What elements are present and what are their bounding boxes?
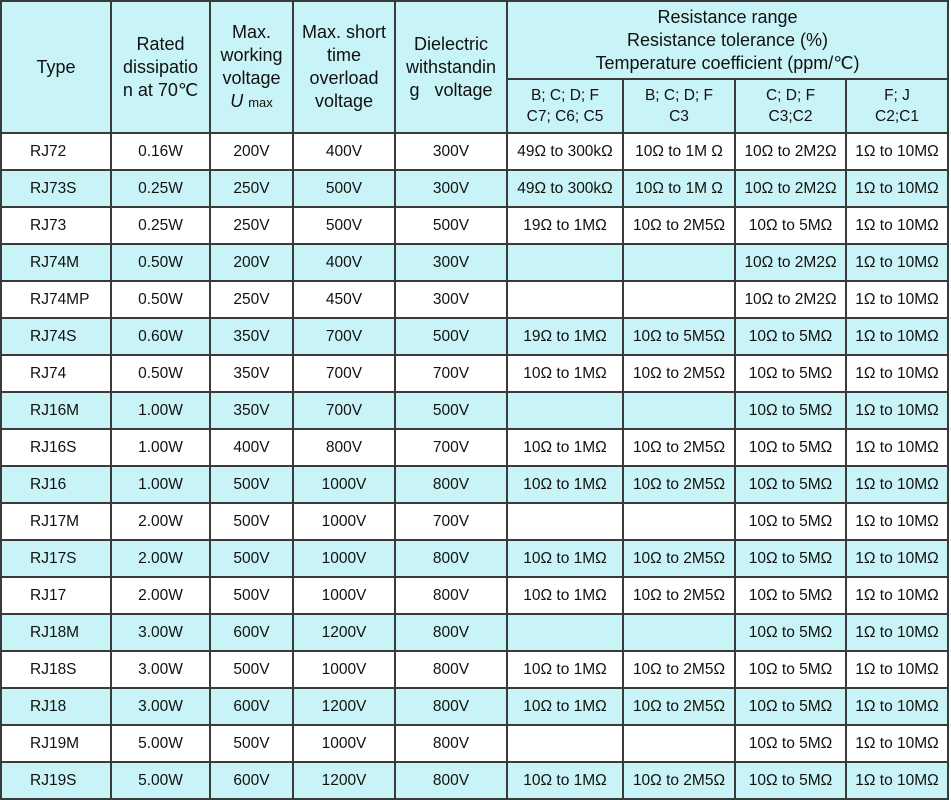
cell-max-overload-voltage: 1000V [294, 652, 396, 689]
cell-type: RJ74S [2, 319, 112, 356]
cell-range-col-4: 1Ω to 10MΩ [847, 430, 949, 467]
cell-dielectric-voltage: 800V [396, 615, 508, 652]
header-sub-col-4 [847, 80, 949, 134]
cell-max-working-voltage: 600V [211, 689, 294, 726]
cell-dielectric-voltage: 700V [396, 430, 508, 467]
cell-range-col-1: 10Ω to 1MΩ [508, 578, 624, 615]
cell-rated-dissipation: 3.00W [112, 689, 211, 726]
cell-range-col-3: 10Ω to 2M2Ω [736, 171, 847, 208]
cell-range-col-1: 10Ω to 1MΩ [508, 541, 624, 578]
cell-type: RJ18S [2, 652, 112, 689]
cell-rated-dissipation: 3.00W [112, 615, 211, 652]
header-type-label: Type [36, 56, 76, 77]
cell-dielectric-voltage: 800V [396, 689, 508, 726]
cell-range-col-3: 10Ω to 5MΩ [736, 319, 847, 356]
cell-type: RJ17S [2, 541, 112, 578]
cell-range-col-1: 10Ω to 1MΩ [508, 689, 624, 726]
cell-range-col-1: 19Ω to 1MΩ [508, 208, 624, 245]
cell-max-overload-voltage: 1200V [294, 689, 396, 726]
cell-range-col-4: 1Ω to 10MΩ [847, 652, 949, 689]
cell-max-working-voltage: 600V [211, 763, 294, 800]
cell-max-working-voltage: 200V [211, 245, 294, 282]
cell-max-working-voltage: 350V [211, 356, 294, 393]
table-row [2, 393, 949, 430]
header-umax [211, 90, 292, 114]
header-rated-line-2: dissipatio [122, 56, 199, 77]
cell-range-col-4: 1Ω to 10MΩ [847, 245, 949, 282]
cell-dielectric-voltage: 500V [396, 319, 508, 356]
cell-range-col-4: 1Ω to 10MΩ [847, 393, 949, 430]
table-row [2, 578, 949, 615]
cell-range-col-2: 10Ω to 1M Ω [624, 171, 736, 208]
cell-dielectric-voltage: 800V [396, 652, 508, 689]
cell-max-overload-voltage: 1000V [294, 726, 396, 763]
cell-range-col-3: 10Ω to 5MΩ [736, 430, 847, 467]
cell-max-overload-voltage: 1000V [294, 541, 396, 578]
sub-col-3-line-2: C3;C2 [768, 108, 813, 125]
cell-range-col-2 [624, 282, 736, 319]
cell-range-col-1 [508, 282, 624, 319]
header-resistance-line-3: Temperature coefficient (ppm/℃) [595, 52, 860, 73]
cell-range-col-2: 10Ω to 2M5Ω [624, 689, 736, 726]
cell-dielectric-voltage: 800V [396, 541, 508, 578]
cell-range-col-3: 10Ω to 5MΩ [736, 726, 847, 763]
cell-type: RJ74MP [2, 282, 112, 319]
cell-max-overload-voltage: 450V [294, 282, 396, 319]
cell-range-col-3: 10Ω to 2M2Ω [736, 282, 847, 319]
cell-dielectric-voltage: 700V [396, 356, 508, 393]
cell-dielectric-voltage: 500V [396, 393, 508, 430]
cell-range-col-2 [624, 245, 736, 282]
cell-type: RJ74M [2, 245, 112, 282]
cell-rated-dissipation: 2.00W [112, 541, 211, 578]
cell-max-overload-voltage: 1200V [294, 763, 396, 800]
cell-dielectric-voltage: 800V [396, 726, 508, 763]
cell-rated-dissipation: 0.25W [112, 208, 211, 245]
cell-type: RJ17M [2, 504, 112, 541]
cell-rated-dissipation: 5.00W [112, 763, 211, 800]
cell-rated-dissipation: 0.50W [112, 356, 211, 393]
header-resistance-line-1: Resistance range [657, 6, 798, 27]
header-maxwork-line-2: working [220, 44, 283, 65]
cell-range-col-2 [624, 615, 736, 652]
cell-range-col-2: 10Ω to 2M5Ω [624, 652, 736, 689]
cell-range-col-4: 1Ω to 10MΩ [847, 282, 949, 319]
cell-range-col-4: 1Ω to 10MΩ [847, 689, 949, 726]
cell-rated-dissipation: 1.00W [112, 467, 211, 504]
sub-col-4-line-2: C2;C1 [875, 108, 919, 125]
cell-rated-dissipation: 0.25W [112, 171, 211, 208]
cell-max-working-voltage: 350V [211, 393, 294, 430]
cell-max-overload-voltage: 500V [294, 208, 396, 245]
cell-max-working-voltage: 500V [211, 652, 294, 689]
header-sub-col-1 [508, 80, 624, 134]
cell-rated-dissipation: 3.00W [112, 652, 211, 689]
cell-type: RJ16S [2, 430, 112, 467]
cell-range-col-2: 10Ω to 5M5Ω [624, 319, 736, 356]
table-header [2, 2, 949, 134]
table-row [2, 356, 949, 393]
cell-max-overload-voltage: 400V [294, 134, 396, 171]
cell-rated-dissipation: 1.00W [112, 430, 211, 467]
cell-range-col-2: 10Ω to 2M5Ω [624, 578, 736, 615]
cell-range-col-2: 10Ω to 2M5Ω [624, 467, 736, 504]
cell-range-col-4: 1Ω to 10MΩ [847, 763, 949, 800]
cell-max-working-voltage: 250V [211, 282, 294, 319]
cell-range-col-4: 1Ω to 10MΩ [847, 208, 949, 245]
header-sub-col-2 [624, 80, 736, 134]
cell-range-col-4: 1Ω to 10MΩ [847, 319, 949, 356]
cell-range-col-2: 10Ω to 2M5Ω [624, 763, 736, 800]
table-row [2, 171, 949, 208]
cell-dielectric-voltage: 300V [396, 282, 508, 319]
cell-type: RJ18M [2, 615, 112, 652]
header-dielectric-line-1: Dielectric [413, 33, 488, 54]
cell-range-col-1: 49Ω to 300kΩ [508, 171, 624, 208]
cell-type: RJ72 [2, 134, 112, 171]
cell-type: RJ74 [2, 356, 112, 393]
header-maxshort-line-1: Max. short [301, 22, 387, 42]
cell-type: RJ17 [2, 578, 112, 615]
cell-max-working-voltage: 400V [211, 430, 294, 467]
cell-range-col-2: 10Ω to 2M5Ω [624, 541, 736, 578]
cell-dielectric-voltage: 800V [396, 763, 508, 800]
cell-range-col-2: 10Ω to 2M5Ω [624, 208, 736, 245]
cell-rated-dissipation: 0.16W [112, 134, 211, 171]
cell-max-overload-voltage: 1000V [294, 467, 396, 504]
cell-range-col-3: 10Ω to 5MΩ [736, 356, 847, 393]
cell-range-col-3: 10Ω to 2M2Ω [736, 134, 847, 171]
cell-max-working-voltage: 500V [211, 726, 294, 763]
cell-range-col-4: 1Ω to 10MΩ [847, 578, 949, 615]
cell-range-col-2: 10Ω to 2M5Ω [624, 430, 736, 467]
cell-range-col-1: 49Ω to 300kΩ [508, 134, 624, 171]
cell-max-overload-voltage: 1000V [294, 504, 396, 541]
cell-range-col-3: 10Ω to 5MΩ [736, 615, 847, 652]
cell-dielectric-voltage: 800V [396, 467, 508, 504]
table-row [2, 319, 949, 356]
cell-dielectric-voltage: 700V [396, 504, 508, 541]
table-row [2, 763, 949, 800]
sub-col-1-line-2: C7; C6; C5 [526, 108, 604, 125]
table-body [2, 134, 949, 800]
cell-range-col-4: 1Ω to 10MΩ [847, 134, 949, 171]
cell-max-overload-voltage: 700V [294, 393, 396, 430]
header-sub-col-3 [736, 80, 847, 134]
cell-range-col-1: 10Ω to 1MΩ [508, 652, 624, 689]
cell-range-col-4: 1Ω to 10MΩ [847, 541, 949, 578]
sub-col-2-line-2: C3 [669, 108, 689, 125]
umax-symbol: U [230, 90, 244, 111]
cell-range-col-1 [508, 615, 624, 652]
cell-rated-dissipation: 0.50W [112, 282, 211, 319]
cell-max-working-voltage: 500V [211, 504, 294, 541]
cell-range-col-2 [624, 504, 736, 541]
header-row [2, 2, 949, 80]
table-row [2, 652, 949, 689]
cell-type: RJ19S [2, 763, 112, 800]
cell-range-col-3: 10Ω to 5MΩ [736, 208, 847, 245]
cell-rated-dissipation: 2.00W [112, 578, 211, 615]
header-maxshort-line-2: time [326, 45, 361, 65]
sub-col-1-line-1: B; C; D; F [530, 87, 600, 104]
cell-max-overload-voltage: 700V [294, 319, 396, 356]
header-rated-dissipation [112, 2, 211, 134]
cell-range-col-3: 10Ω to 5MΩ [736, 689, 847, 726]
cell-dielectric-voltage: 800V [396, 578, 508, 615]
cell-type: RJ19M [2, 726, 112, 763]
header-resistance-line-2: Resistance tolerance (%) [626, 29, 829, 50]
cell-range-col-3: 10Ω to 5MΩ [736, 578, 847, 615]
header-max-working-voltage [211, 2, 294, 134]
header-dielectric-withstanding [396, 2, 508, 134]
cell-max-working-voltage: 600V [211, 615, 294, 652]
cell-max-overload-voltage: 1000V [294, 578, 396, 615]
cell-max-working-voltage: 200V [211, 134, 294, 171]
sub-col-4-line-1: F; J [884, 87, 910, 104]
cell-type: RJ73 [2, 208, 112, 245]
cell-max-working-voltage: 250V [211, 208, 294, 245]
cell-max-overload-voltage: 500V [294, 171, 396, 208]
cell-range-col-1: 19Ω to 1MΩ [508, 319, 624, 356]
cell-max-overload-voltage: 400V [294, 245, 396, 282]
cell-range-col-3: 10Ω to 2M2Ω [736, 245, 847, 282]
cell-range-col-1: 10Ω to 1MΩ [508, 430, 624, 467]
cell-max-working-voltage: 500V [211, 467, 294, 504]
cell-range-col-4: 1Ω to 10MΩ [847, 615, 949, 652]
table-row [2, 689, 949, 726]
cell-range-col-3: 10Ω to 5MΩ [736, 541, 847, 578]
table-row [2, 208, 949, 245]
table-row [2, 467, 949, 504]
cell-rated-dissipation: 0.60W [112, 319, 211, 356]
cell-max-working-voltage: 250V [211, 171, 294, 208]
header-rated-line-1: Rated [136, 33, 185, 54]
table-row [2, 282, 949, 319]
cell-range-col-2 [624, 726, 736, 763]
header-maxshort-line-4: voltage [314, 91, 374, 111]
table-row [2, 430, 949, 467]
cell-range-col-4: 1Ω to 10MΩ [847, 356, 949, 393]
table-row [2, 245, 949, 282]
cell-range-col-2: 10Ω to 2M5Ω [624, 356, 736, 393]
cell-type: RJ18 [2, 689, 112, 726]
cell-range-col-4: 1Ω to 10MΩ [847, 467, 949, 504]
header-resistance-range [508, 2, 949, 80]
cell-range-col-3: 10Ω to 5MΩ [736, 763, 847, 800]
cell-dielectric-voltage: 300V [396, 245, 508, 282]
cell-type: RJ73S [2, 171, 112, 208]
header-max-short-time-overload [294, 2, 396, 134]
cell-rated-dissipation: 0.50W [112, 245, 211, 282]
header-rated-line-3: n at 70℃ [122, 79, 199, 100]
cell-range-col-2: 10Ω to 1M Ω [624, 134, 736, 171]
cell-range-col-3: 10Ω to 5MΩ [736, 467, 847, 504]
sub-col-3-line-1: C; D; F [765, 87, 816, 104]
cell-range-col-4: 1Ω to 10MΩ [847, 504, 949, 541]
table-row [2, 615, 949, 652]
header-dielectric-line-3: g voltage [409, 79, 493, 100]
header-maxwork-line-1: Max. [231, 21, 271, 42]
cell-max-working-voltage: 350V [211, 319, 294, 356]
cell-range-col-1 [508, 393, 624, 430]
cell-dielectric-voltage: 300V [396, 171, 508, 208]
cell-range-col-1 [508, 504, 624, 541]
table-row [2, 541, 949, 578]
cell-range-col-3: 10Ω to 5MΩ [736, 393, 847, 430]
cell-range-col-1: 10Ω to 1MΩ [508, 467, 624, 504]
cell-range-col-1: 10Ω to 1MΩ [508, 763, 624, 800]
header-dielectric-line-2: withstandin [405, 56, 497, 77]
sub-col-2-line-1: B; C; D; F [644, 87, 714, 104]
cell-range-col-1 [508, 245, 624, 282]
cell-type: RJ16 [2, 467, 112, 504]
cell-range-col-4: 1Ω to 10MΩ [847, 171, 949, 208]
table-row [2, 726, 949, 763]
cell-max-overload-voltage: 800V [294, 430, 396, 467]
umax-subscript: max [248, 94, 273, 110]
header-maxshort-line-3: overload [309, 68, 379, 88]
cell-range-col-3: 10Ω to 5MΩ [736, 652, 847, 689]
cell-range-col-2 [624, 393, 736, 430]
cell-max-working-voltage: 500V [211, 578, 294, 615]
cell-type: RJ16M [2, 393, 112, 430]
cell-max-overload-voltage: 1200V [294, 615, 396, 652]
cell-rated-dissipation: 5.00W [112, 726, 211, 763]
header-maxwork-line-3: voltage [222, 67, 281, 88]
cell-rated-dissipation: 2.00W [112, 504, 211, 541]
cell-range-col-1 [508, 726, 624, 763]
cell-range-col-4: 1Ω to 10MΩ [847, 726, 949, 763]
cell-max-overload-voltage: 700V [294, 356, 396, 393]
table-row [2, 504, 949, 541]
cell-rated-dissipation: 1.00W [112, 393, 211, 430]
cell-dielectric-voltage: 500V [396, 208, 508, 245]
cell-range-col-3: 10Ω to 5MΩ [736, 504, 847, 541]
header-type [2, 2, 112, 134]
cell-max-working-voltage: 500V [211, 541, 294, 578]
table-row [2, 134, 949, 171]
cell-dielectric-voltage: 300V [396, 134, 508, 171]
cell-range-col-1: 10Ω to 1MΩ [508, 356, 624, 393]
